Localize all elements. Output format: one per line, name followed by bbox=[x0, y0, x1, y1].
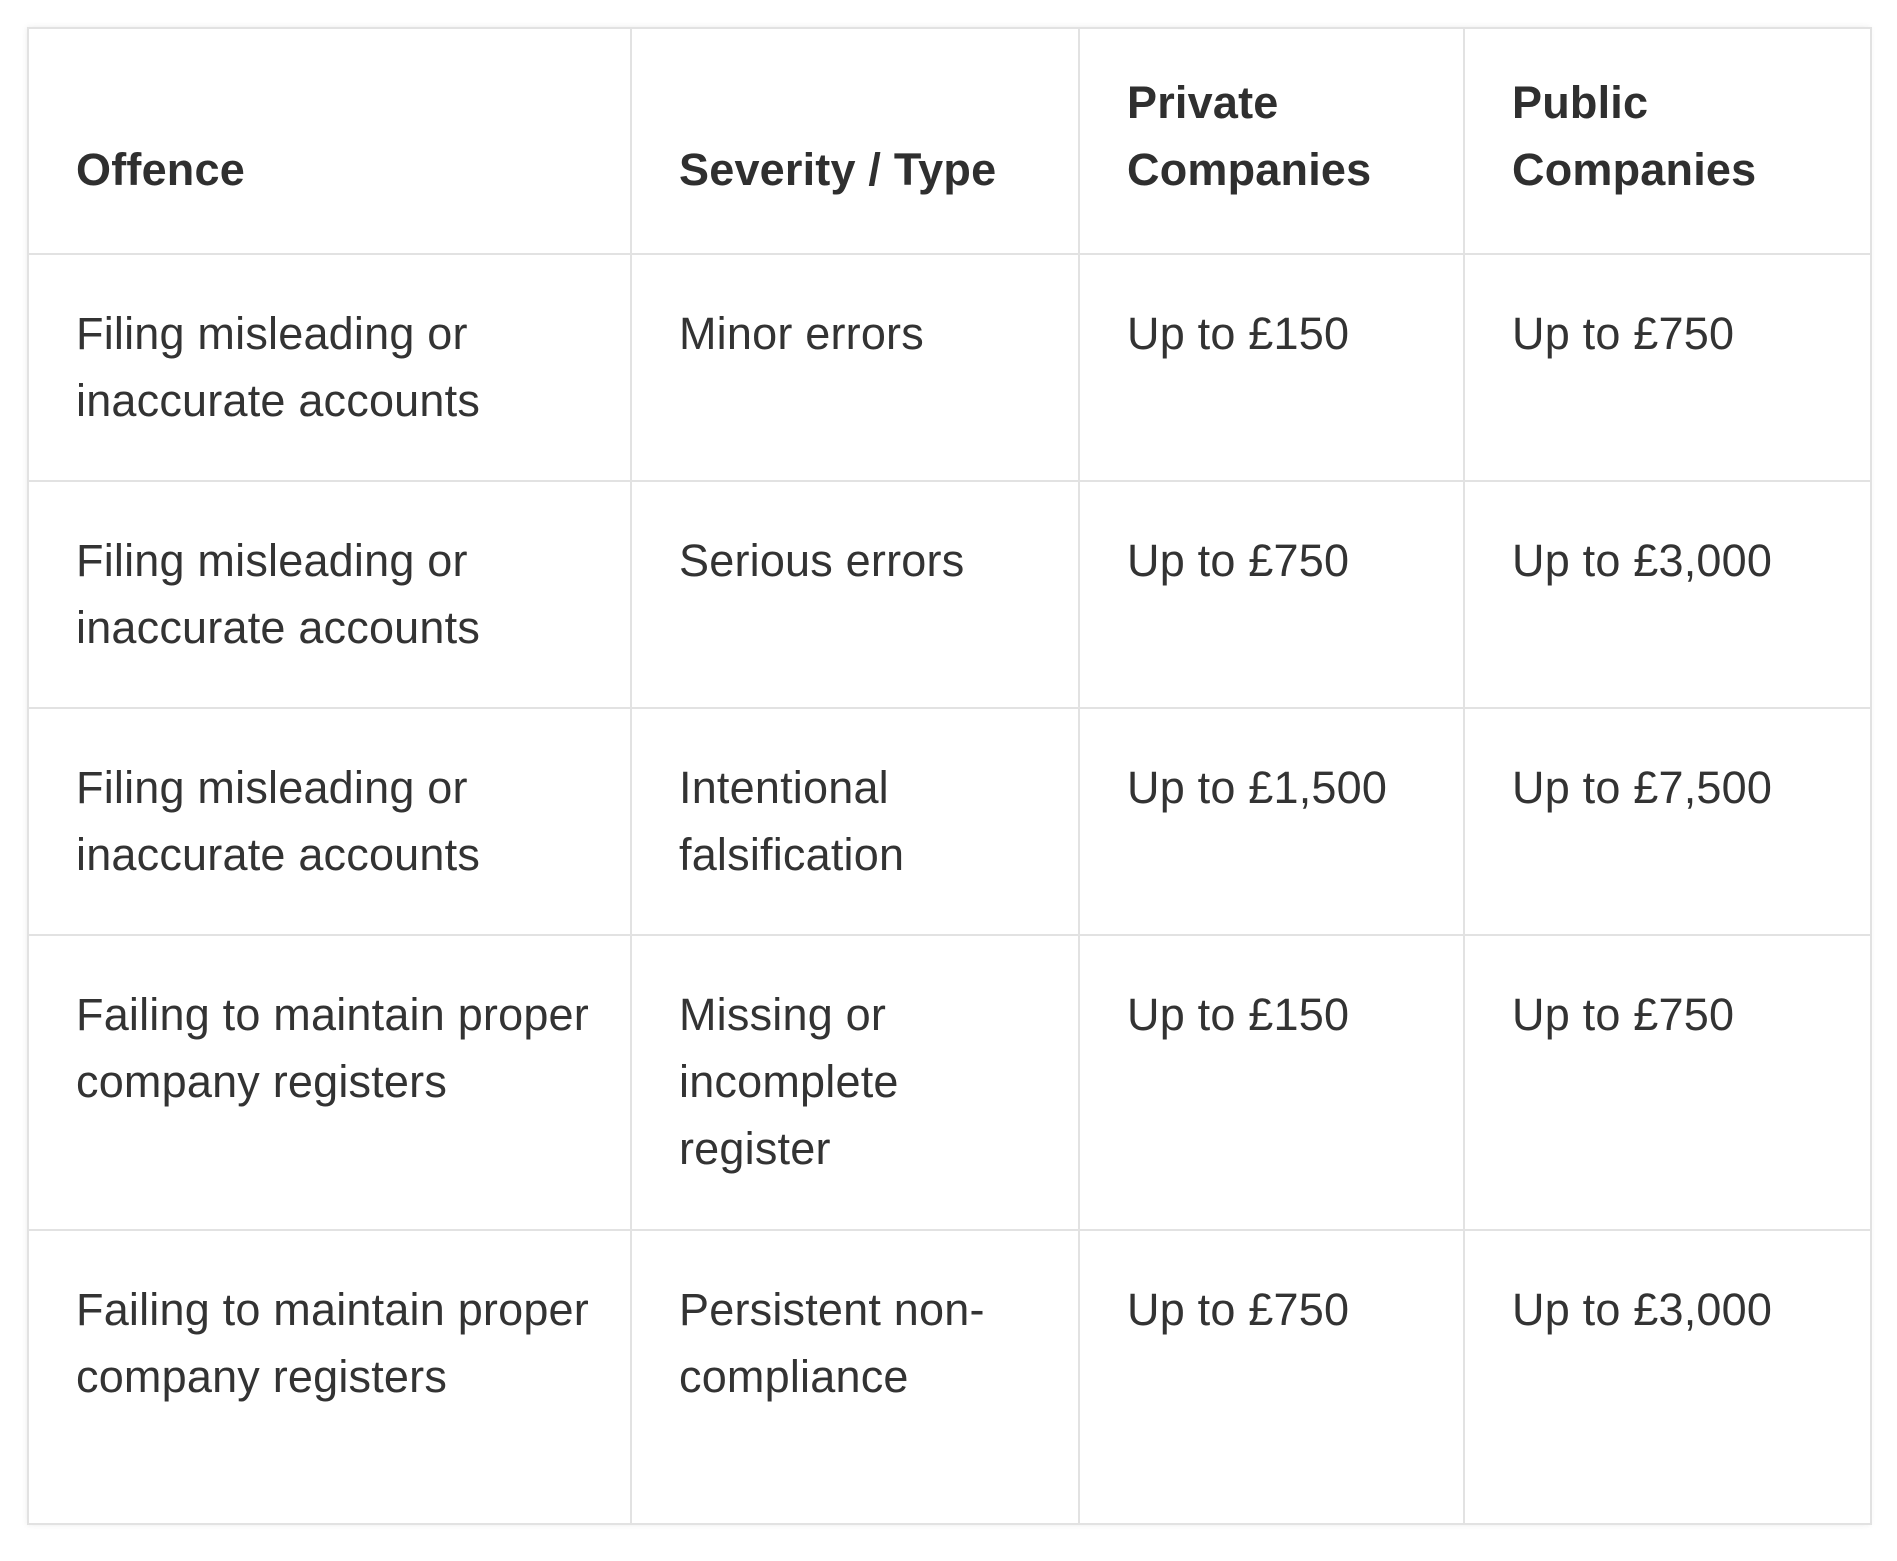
penalties-table-container bbox=[27, 27, 1870, 1525]
cell-public: Up to £750 bbox=[1464, 254, 1871, 481]
cell-public: Up to £7,500 bbox=[1464, 708, 1871, 935]
cell-private: Up to £150 bbox=[1079, 254, 1464, 481]
cell-offence: Filing misleading or inaccurate accounts bbox=[28, 254, 631, 481]
header-private-companies: Private Companies bbox=[1079, 28, 1464, 254]
cell-private: Up to £750 bbox=[1079, 481, 1464, 708]
cell-private: Up to £1,500 bbox=[1079, 708, 1464, 935]
header-severity-type: Severity / Type bbox=[631, 28, 1079, 254]
cell-severity: Serious errors bbox=[631, 481, 1079, 708]
table-row bbox=[28, 935, 1871, 1230]
table-row bbox=[28, 708, 1871, 935]
cell-severity: Persistent non-compliance bbox=[631, 1230, 1079, 1524]
cell-severity: Minor errors bbox=[631, 254, 1079, 481]
header-row bbox=[28, 28, 1871, 254]
cell-offence: Filing misleading or inaccurate accounts bbox=[28, 708, 631, 935]
table-row bbox=[28, 254, 1871, 481]
header-offence: Offence bbox=[28, 28, 631, 254]
cell-public: Up to £3,000 bbox=[1464, 1230, 1871, 1524]
cell-private: Up to £150 bbox=[1079, 935, 1464, 1230]
table-row bbox=[28, 481, 1871, 708]
cell-severity: Intentional falsification bbox=[631, 708, 1079, 935]
cell-severity: Missing or incomplete register bbox=[631, 935, 1079, 1230]
header-public-companies: Public Companies bbox=[1464, 28, 1871, 254]
penalties-table bbox=[27, 27, 1872, 1525]
cell-public: Up to £750 bbox=[1464, 935, 1871, 1230]
table-row bbox=[28, 1230, 1871, 1524]
cell-private: Up to £750 bbox=[1079, 1230, 1464, 1524]
cell-offence: Failing to maintain proper company registers bbox=[28, 935, 631, 1230]
table-body bbox=[28, 254, 1871, 1524]
cell-offence: Filing misleading or inaccurate accounts bbox=[28, 481, 631, 708]
cell-offence: Failing to maintain proper company registers bbox=[28, 1230, 631, 1524]
table-header bbox=[28, 28, 1871, 254]
cell-public: Up to £3,000 bbox=[1464, 481, 1871, 708]
